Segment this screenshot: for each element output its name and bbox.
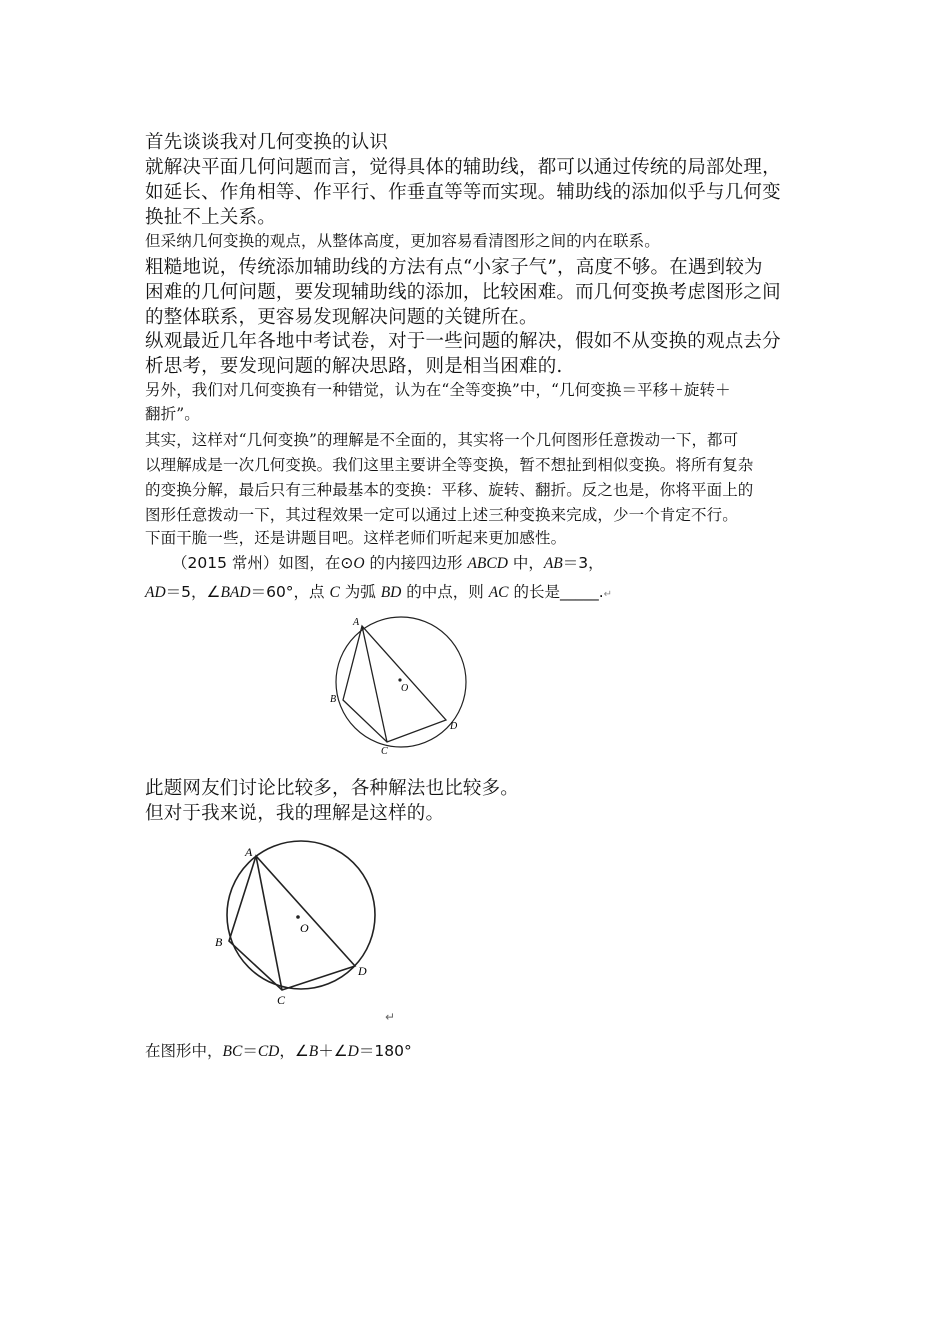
heading: 首先谈谈我对几何变换的认识	[145, 132, 389, 153]
para-2: 但采纳几何变换的观点，从整体高度，更加容易看清图形之间的内在联系。	[145, 232, 660, 250]
var-ac: AC	[488, 584, 509, 601]
var-c: C	[329, 584, 340, 601]
label-d: D	[358, 964, 367, 978]
var-b: B	[308, 1043, 319, 1060]
para-1-line-3: 换扯不上关系。	[145, 207, 276, 228]
problem-text: 为弧	[339, 583, 381, 601]
diagonal-ac	[362, 626, 387, 742]
formula-text: ＝	[242, 1042, 258, 1060]
formula-text: ＋∠	[318, 1042, 348, 1060]
para-4-line-2: 析思考，要发现问题的解决思路，则是相当困难的.	[145, 356, 563, 377]
after-text-2: 但对于我来说，我的理解是这样的。	[145, 803, 445, 824]
para-5-line-1: 另外，我们对几何变换有一种错觉，认为在“全等变换”中，“几何变换＝平移＋旋转＋	[145, 381, 731, 399]
center-dot	[398, 678, 401, 681]
var-d: D	[347, 1043, 359, 1060]
return-mark: ↵	[603, 589, 613, 600]
var-cd: CD	[257, 1043, 280, 1060]
formula-text: ＝180°	[358, 1042, 412, 1060]
var-bad: BAD	[220, 584, 251, 601]
var-abcd: ABCD	[467, 555, 508, 572]
label-o: O	[300, 921, 309, 935]
formula-text: ，∠	[279, 1042, 309, 1060]
para-6-line-2: 以理解成是一次几何变换。我们这里主要讲全等变换，暂不想扯到相似变换。将所有复杂	[145, 456, 754, 474]
para-1-line-2: 如延长、作角相等、作平行、作垂直等等而实现。辅助线的添加似乎与几何变	[145, 182, 781, 203]
problem-line-1	[172, 551, 604, 573]
after-text-1: 此题网友们讨论比较多，各种解法也比较多。	[145, 778, 520, 799]
label-c: C	[381, 746, 388, 757]
label-d: D	[450, 721, 458, 732]
para-3-line-1: 粗糙地说，传统添加辅助线的方法有点“小家子气”，高度不够。在遇到较为	[145, 257, 763, 278]
final-formula	[145, 1039, 412, 1061]
center-dot	[296, 915, 300, 919]
para-6-line-4: 图形任意拨动一下，其过程效果一定可以通过上述三种变换来完成，少一个肯定不行。	[145, 506, 738, 524]
geometry-figure-1	[320, 610, 490, 760]
problem-text: ＝5，∠	[165, 583, 221, 601]
label-o: O	[401, 683, 409, 694]
problem-text: 中，	[507, 554, 544, 572]
label-c: C	[277, 993, 286, 1007]
circle-o	[336, 617, 466, 747]
problem-text: 的中点，则	[401, 583, 489, 601]
problem-line-2	[145, 580, 612, 602]
para-7: 下面干脆一些，还是讲题目吧。这样老师们听起来更加感性。	[145, 529, 567, 547]
label-a: A	[245, 845, 253, 859]
label-b: B	[330, 694, 337, 705]
quadrilateral-abcd	[229, 856, 355, 990]
para-3-line-2: 困难的几何问题，要发现辅助线的添加，比较困难。而几何变换考虑图形之间	[145, 282, 781, 303]
para-6-line-3: 的变换分解，最后只有三种最基本的变换：平移、旋转、翻折。反之也是，你将平面上的	[145, 481, 754, 499]
label-b: B	[215, 935, 223, 949]
problem-text: ＝60°，点	[250, 583, 330, 601]
quadrilateral-abcd	[343, 626, 446, 742]
para-4-line-1: 纵观最近几年各地中考试卷，对于一些问题的解决，假如不从变换的观点去分	[145, 331, 781, 352]
para-6-line-1: 其实，这样对“几何变换”的理解是不全面的，其实将一个几何图形任意拨动一下，都可	[145, 431, 739, 449]
problem-text: 的内接四边形	[364, 554, 468, 572]
para-3-line-3: 的整体联系，更容易发现解决问题的关键所在。	[145, 307, 538, 328]
var-o: O	[353, 555, 365, 572]
para-1-line-1: 就解决平面几何问题而言，觉得具体的辅助线，都可以通过传统的局部处理，	[145, 157, 781, 178]
problem-text: （2015 常州）如图，在⊙	[172, 554, 354, 572]
var-bc: BC	[222, 1043, 243, 1060]
var-bd: BD	[380, 584, 402, 601]
problem-text: 的长是_____.	[508, 583, 604, 601]
problem-text: ＝3，	[562, 554, 604, 572]
var-ad: AD	[145, 584, 166, 601]
var-ab: AB	[543, 555, 563, 572]
para-5-line-2: 翻折”。	[145, 405, 200, 423]
label-a: A	[353, 617, 360, 628]
return-mark: ↵	[385, 1010, 396, 1024]
formula-text: 在图形中，	[145, 1042, 223, 1060]
geometry-figure-2	[210, 840, 390, 1010]
